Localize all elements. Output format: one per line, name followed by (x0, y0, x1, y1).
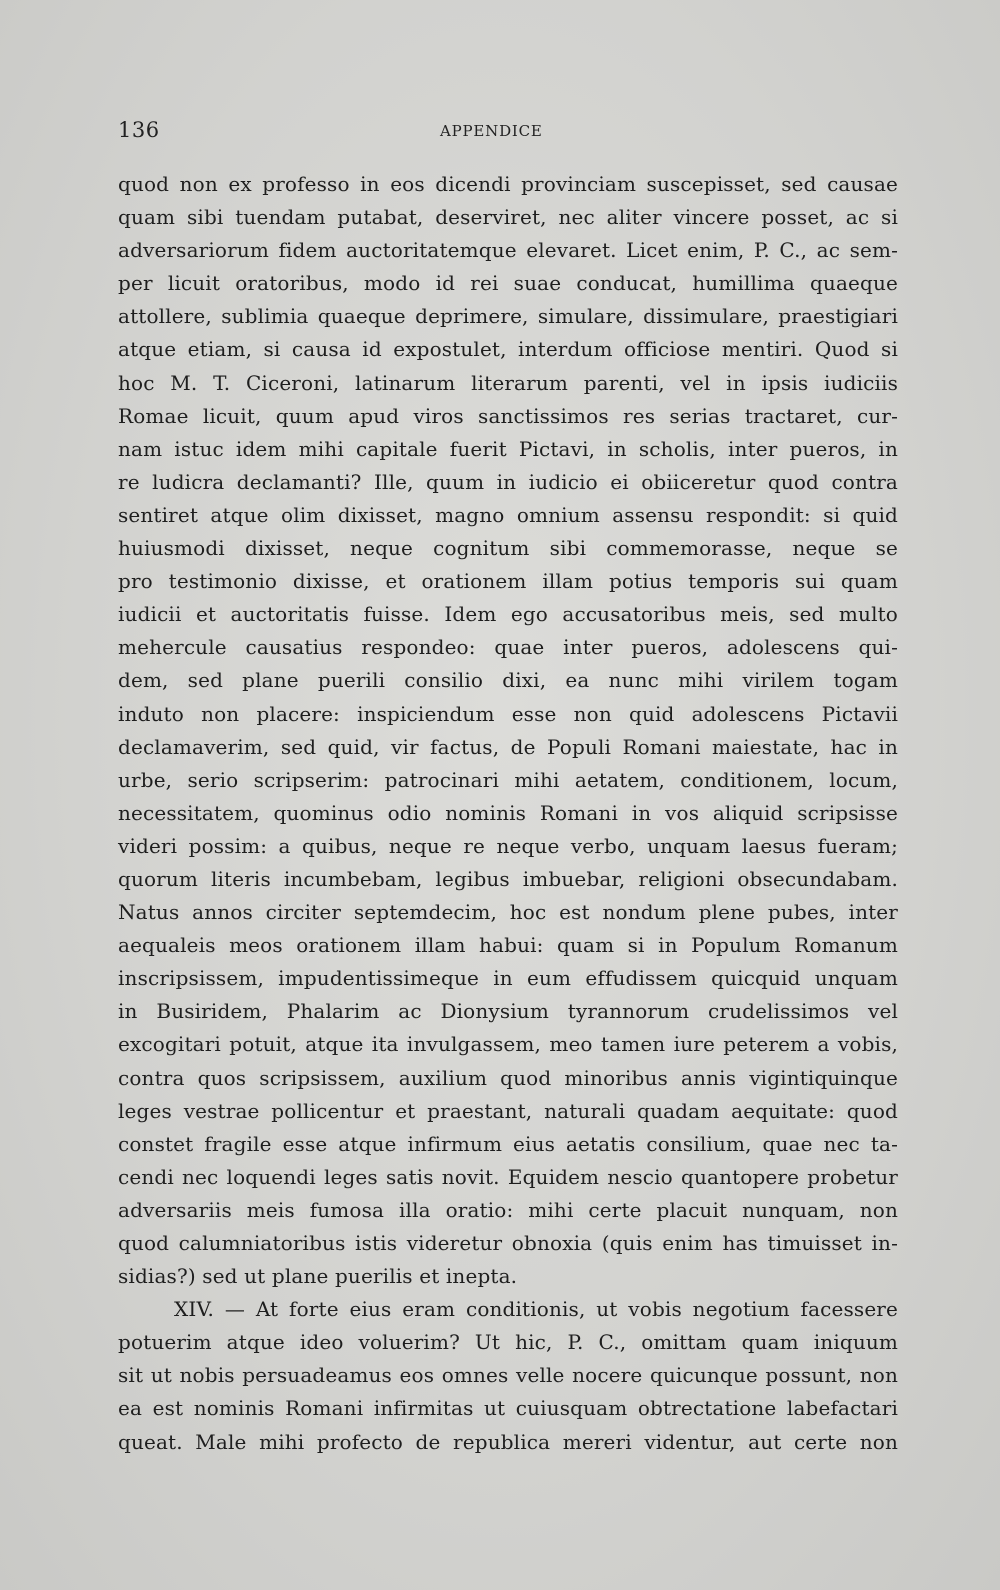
text-line: pro testimonio dixisse, et orationem illam potius temporis sui quam (118, 569, 898, 594)
text-line: hoc M. T. Ciceroni, latinarum literarum parenti, vel in ipsis iudiciis (118, 370, 898, 395)
paragraph-end-line: sidias?) sed ut plane puerilis et inepta. (118, 1264, 518, 1289)
text-line: atque etiam, si causa id expostulet, interdum officiose mentiri. Quod si (118, 337, 898, 362)
text-line: queat. Male mihi profecto de republica mereri videntur, aut certe non (118, 1429, 898, 1454)
text-line: quam sibi tuendam putabat, deserviret, nec aliter vincere posset, ac si (118, 205, 898, 230)
text-line: aequaleis meos orationem illam habui: quam si in Populum Romanum (118, 933, 898, 958)
text-line: iudicii et auctoritatis fuisse. Idem ego accusatoribus meis, sed multo (118, 602, 898, 627)
text-line: per licuit oratoribus, modo id rei suae conducat, humillima quaeque (118, 271, 898, 296)
text-line: mehercule causatius respondeo: quae inter pueros, adolescens qui- (118, 635, 898, 660)
text-line: videri possim: a quibus, neque re neque verbo, unquam laesus fueram; (118, 833, 898, 858)
section-xiv-start-line: XIV. — At forte eius eram conditionis, ut vobis negotium facessere (174, 1297, 898, 1322)
text-line: in Busiridem, Phalarim ac Dionysium tyrannorum crudelissimos vel (118, 999, 898, 1024)
text-line: potuerim atque ideo voluerim? Ut hic, P. C., omittam quam iniquum (118, 1330, 898, 1355)
text-line: huiusmodi dixisset, neque cognitum sibi commemorasse, neque se (118, 536, 898, 561)
text-line: contra quos scripsissem, auxilium quod minoribus annis vigintiquinque (118, 1065, 898, 1090)
text-line: Natus annos circiter septemdecim, hoc est nondum plene pubes, inter (118, 900, 898, 925)
text-line: quorum literis incumbebam, legibus imbuebar, religioni obsecundabam. (118, 866, 898, 891)
text-line: quod calumniatoribus istis videretur obnoxia (quis enim has timuisset in- (118, 1231, 898, 1255)
text-line: ea est nominis Romani infirmitas ut cuiusquam obtrectatione labefactari (118, 1396, 898, 1421)
text-line: leges vestrae pollicentur et praestant, naturali quadam aequitate: quod (118, 1098, 898, 1123)
text-line: nam istuc idem mihi capitale fuerit Pictavi, in scholis, inter pueros, in (118, 436, 898, 461)
text-line: declamaverim, sed quid, vir factus, de Populi Romani maiestate, hac in (118, 734, 898, 759)
text-line: cendi nec loquendi leges satis novit. Equidem nescio quantopere probetur (118, 1164, 898, 1189)
text-line: quod non ex professo in eos dicendi provinciam suscepisset, sed causae (118, 172, 898, 196)
text-line: sit ut nobis persuadeamus eos omnes velle nocere quicunque possunt, non (118, 1363, 898, 1388)
text-line: sentiret atque olim dixisset, magno omnium assensu respondit: si quid (118, 502, 898, 527)
text-line: adversariorum fidem auctoritatemque elevaret. Licet enim, P. C., ac sem- (118, 238, 898, 263)
page-number: 136 (118, 118, 160, 142)
text-line: adversariis meis fumosa illa oratio: mihi certe placuit nunquam, non (118, 1197, 898, 1222)
text-line: necessitatem, quominus odio nominis Romani in vos aliquid scripsisse (118, 800, 898, 825)
text-line: Romae licuit, quum apud viros sanctissimos res serias tractaret, cur- (118, 403, 898, 428)
text-line: attollere, sublimia quaeque deprimere, simulare, dissimulare, praestigiari (118, 304, 898, 329)
text-line: induto non placere: inspiciendum esse non quid adolescens Pictavii (118, 701, 898, 726)
text-line: urbe, serio scripserim: patrocinari mihi aetatem, conditionem, locum, (118, 767, 898, 792)
text-line: excogitari potuit, atque ita invulgassem, meo tamen iure peterem a vobis, (118, 1032, 898, 1057)
body-text (118, 168, 898, 1459)
text-line: dem, sed plane puerili consilio dixi, ea nunc mihi virilem togam (118, 668, 898, 693)
page-header (118, 118, 893, 148)
text-line: inscripsissem, impudentissimeque in eum effudissem quicquid unquam (118, 966, 898, 991)
text-line: constet fragile esse atque infirmum eius aetatis consilium, quae nec ta- (118, 1131, 898, 1156)
text-line: re ludicra declamanti? Ille, quum in iudicio ei obiiceretur quod contra (118, 469, 898, 494)
running-head: APPENDICE (440, 122, 543, 140)
